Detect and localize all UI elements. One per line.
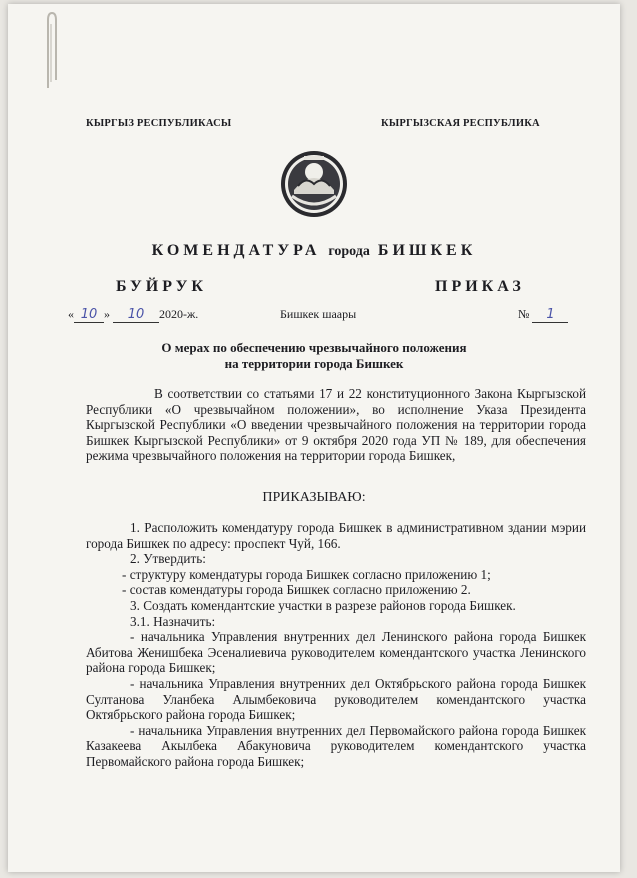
state-emblem-icon (280, 146, 348, 222)
preamble-paragraph: В соответствии со статьями 17 и 22 конституционного Закона Кыргызской Республики «О чрезвычайном положении», во исполнение Указа Президента Кыргызской Республики «О введении чрезвычайного положения на территории города Бишкек Кыргызской Республики» от 9 октября 2020 года УП № 189, для обеспечения режима чрезвычайного положения на территории города Бишкек, (86, 386, 586, 464)
order-items (86, 520, 586, 770)
order-word: ПРИКАЗЫВАЮ: (262, 490, 366, 505)
list-item: - начальника Управления внутренних дел Первомайского района города Бишкек Казакеева Акылбека Абакуновича руководителем комендантского участка Первомайского района города Бишкек; (86, 722, 586, 769)
list-item: 3.1. Назначить: (130, 613, 216, 629)
list-item: 3. Создать комендантские участки в разрезе районов города Бишкек. (130, 597, 516, 613)
list-item: 2. Утвердить: (130, 551, 206, 567)
title-city: БИШКЕК (377, 242, 477, 259)
list-item: - начальника Управления внутренних дел Ленинского района города Бишкек Абитова Женишбека Эсеналиевича руководителем комендантского участка Ленинского района города Бишкек; (86, 629, 586, 676)
title-mid: города (328, 244, 370, 259)
date-day: 10 (74, 307, 104, 323)
document-page (8, 4, 620, 872)
order-number: 1 (532, 307, 568, 323)
header-left-kg: КЫРГЫЗ РЕСПУБЛИКАСЫ (86, 118, 232, 129)
header-right-ru: КЫРГЫЗСКАЯ РЕСПУБЛИКА (381, 118, 540, 129)
page-title (8, 242, 620, 260)
doc-type-ru: ПРИКАЗ (435, 278, 525, 295)
date-year: 2020-ж. (159, 307, 199, 321)
order-subject: О мерах по обеспечению чрезвычайного положения на территории города Бишкек (161, 340, 467, 371)
list-item: - структуру комендатуры города Бишкек согласно приложению 1; (122, 566, 491, 582)
list-item: 1. Расположить комендатуру города Бишкек в административном здании мэрии города Бишкек по адресу: проспект Чуй, 166. (86, 520, 586, 551)
list-item: - начальника Управления внутренних дел Октябрьского района города Бишкек Султанова Уланбека Алымбековича руководителем комендантского участка Октябрьского района города Бишкек; (86, 675, 586, 723)
list-item: - состав комендатуры города Бишкек согласно приложению 2. (122, 582, 471, 598)
date-month: 10 (113, 307, 159, 323)
title-main: КОМЕНДАТУРА (151, 242, 321, 259)
number-field: № 1 (518, 307, 568, 323)
date-field: « 10 » 10 2020-ж. (68, 307, 199, 322)
paper-clip-icon (44, 10, 58, 90)
place-field: Бишкек шаары (280, 307, 357, 321)
doc-type-kg: БУЙРУК (116, 278, 207, 295)
